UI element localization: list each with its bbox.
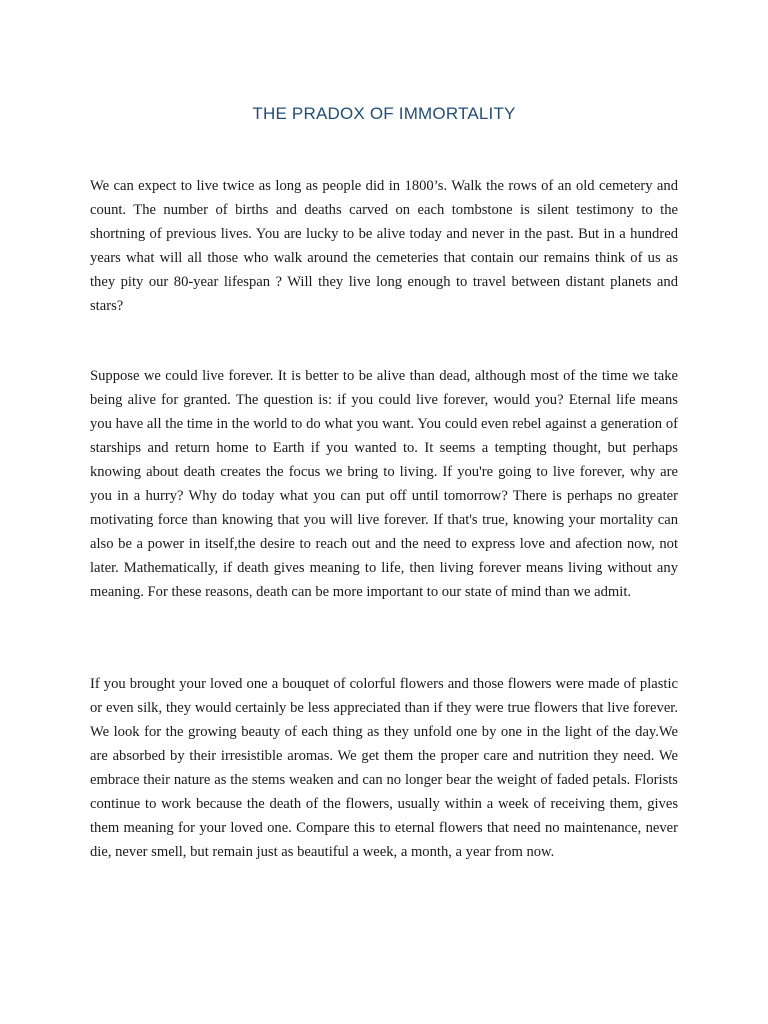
document-title: THE PRADOX OF IMMORTALITY	[252, 104, 516, 123]
paragraph-live-forever: Suppose we could live forever. It is better to be alive than dead, although most of the time we take being alive for granted. The question is: if you could live forever, would you? Eternal life means you have all the time in the world to do what you want. You could even rebel against a generation of starships and return home to Earth if you wanted to. It seems a tempting thought, but perhaps knowing about death creates the focus we bring to living. If you're going to live forever, why are you in a hurry? Why do today what you can put off until tomorrow? There is perhaps no greater motivating force than knowing that you will live forever. If that's true, knowing your mortality can also be a power in itself,the desire to reach out and the need to express love and afection now, not later. Mathematically, if death gives meaning to life, then living forever means living without any meaning. For these reasons, death can be more important to our state of mind than we admit.	[90, 368, 678, 600]
paragraph-flowers: If you brought your loved one a bouquet of colorful flowers and those flowers were made of plastic or even silk, they would certainly be less appreciated than if they were true flowers that live forever. We look for the growing beauty of each thing as they unfold one by one in the light of the day.We are absorbed by their irresistible aromas. We get them the proper care and nutrition they need. We embrace their nature as the stems weaken and can no longer bear the weight of faded petals. Florists continue to work because the death of the flowers, usually within a week of receiving them, gives them meaning for your loved one. Compare this to eternal flowers that need no maintenance, never die, never smell, but remain just as beautiful a week, a month, a year from now.	[90, 676, 678, 860]
paragraph-lifespan: We can expect to live twice as long as people did in 1800’s. Walk the rows of an old cemetery and count. The number of births and deaths carved on each tombstone is silent testimony to the shortning of previous lives. You are lucky to be alive today and never in the past. But in a hundred years what will all those who walk around the cemeteries that contain our remains think of us as they pity our 80-year lifespan ? Will they live long enough to travel between distant planets and stars?	[90, 178, 678, 314]
